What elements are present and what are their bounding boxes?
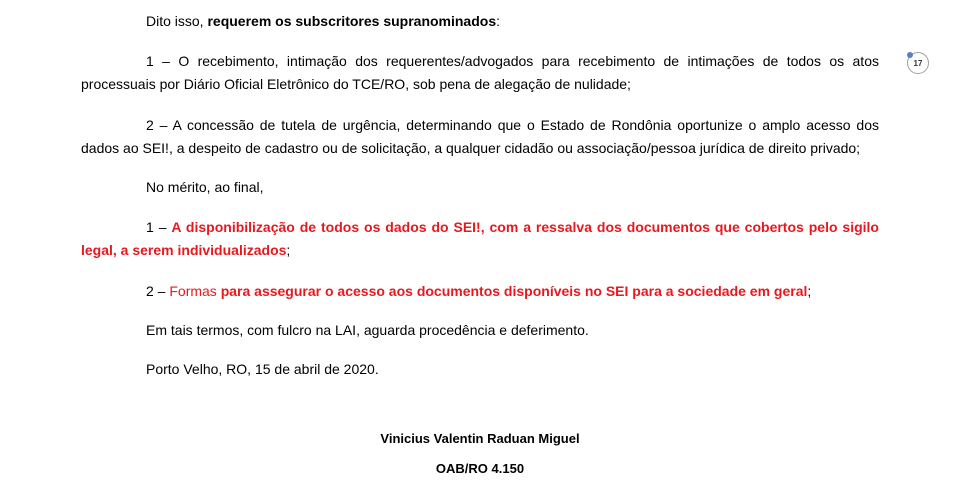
merit-item-1: [81, 216, 879, 262]
intro-paragraph: [81, 10, 879, 33]
signatory-name: Vinicius Valentin Raduan Miguel: [380, 431, 580, 446]
merit-item-1-number: 1 –: [146, 219, 172, 235]
merit-item-2-tail: ;: [807, 283, 812, 299]
intro-text: Dito isso,: [146, 13, 208, 29]
merit-item-2-red-text: Formas: [169, 283, 221, 299]
signatory-oab: OAB/RO 4.150: [435, 461, 525, 476]
merit-item-2-bold-text: para assegurar o acesso aos documentos disponíveis no SEI para a sociedade em geral: [220, 283, 808, 299]
intro-bold-text: requerem os subscritores supranominados: [207, 13, 497, 29]
intro-tail: :: [496, 13, 500, 29]
closing-paragraph: Em tais termos, com fulcro na LAI, aguarda procedência e deferimento.: [146, 322, 589, 338]
comment-dot-icon: [907, 52, 913, 58]
request-item-1: 1 – O recebimento, intimação dos requerentes/advogados para recebimento de intimações de todos os atos processuais por Diário Oficial Eletrônico do TCE/RO, sob pena de alegação de nulidade;: [81, 53, 879, 92]
merit-item-1-tail: ;: [286, 242, 291, 258]
place-date: Porto Velho, RO, 15 de abril de 2020.: [146, 361, 379, 377]
page-number: 17: [913, 58, 923, 68]
merit-heading: No mérito, ao final,: [146, 179, 264, 195]
merit-item-2-number: 2 –: [146, 283, 170, 299]
merit-item-1-text: A disponibilização de todos os dados do SEI!, com a ressalva dos documentos que cobertos pelo sigilo legal, a serem individualizados: [81, 219, 879, 258]
merit-item-2: [81, 280, 879, 303]
request-item-2: 2 – A concessão de tutela de urgência, determinando que o Estado de Rondônia oportunize o amplo acesso dos dados ao SEI!, a despeito de cadastro ou de solicitação, a qualquer cidadão ou associação/pessoa jurídica de direito privado;: [81, 117, 879, 156]
